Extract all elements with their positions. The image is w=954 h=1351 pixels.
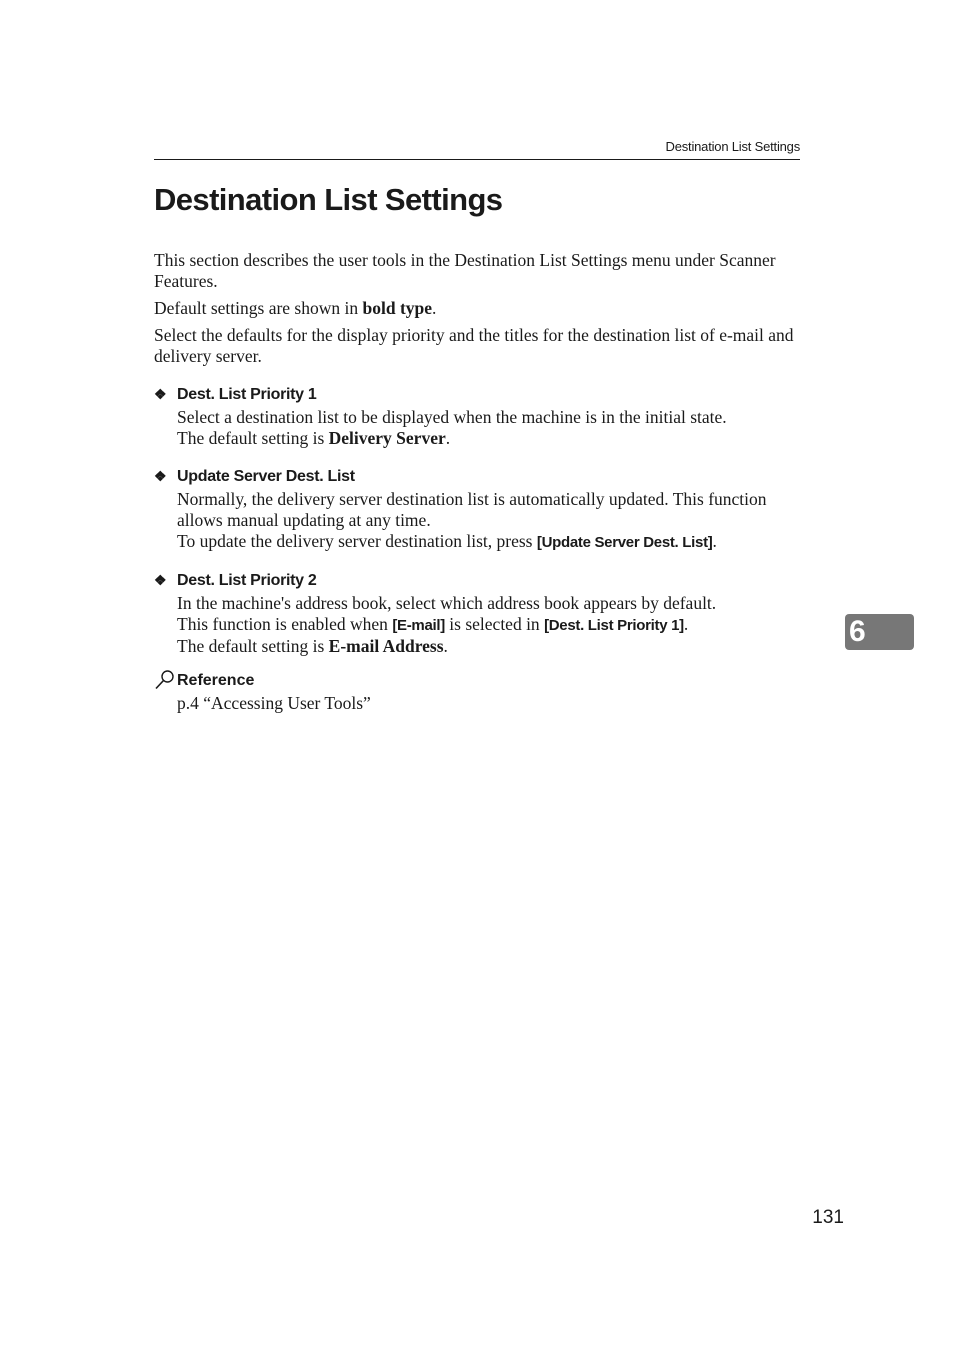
condition-line bbox=[177, 614, 800, 636]
key-label: [E-mail] bbox=[392, 617, 445, 634]
section-punct: . bbox=[443, 636, 448, 656]
main-content bbox=[154, 250, 800, 714]
section-text: In the machine's address book, select which address book appears by default. bbox=[177, 593, 717, 613]
section-body bbox=[154, 593, 800, 657]
section-body bbox=[154, 407, 800, 449]
section-heading bbox=[154, 466, 800, 487]
intro-punct: . bbox=[432, 298, 437, 318]
diamond-bullet-icon: ❖ bbox=[154, 386, 167, 402]
key-label: [Update Server Dest. List] bbox=[536, 534, 713, 551]
default-setting-line bbox=[177, 636, 800, 657]
section-punct: . bbox=[683, 614, 689, 634]
section-text: Normally, the delivery server destination list is automatically updated. This function allows manual updating at any time. bbox=[177, 489, 767, 530]
running-header: Destination List Settings bbox=[665, 139, 800, 154]
reference-heading bbox=[154, 669, 800, 691]
diamond-bullet-icon: ❖ bbox=[154, 572, 167, 588]
intro-paragraph-3: Select the defaults for the display priority and the titles for the destination list of e-mail and delivery server. bbox=[154, 325, 794, 366]
section-heading bbox=[154, 570, 800, 591]
reference-label: Reference bbox=[177, 671, 255, 689]
section-punct: . bbox=[712, 531, 717, 551]
reference-link[interactable]: p.4 “Accessing User Tools” bbox=[177, 693, 371, 713]
key-label: [Dest. List Priority 1] bbox=[544, 617, 684, 634]
section-text: The default setting is bbox=[177, 428, 329, 448]
section-dest-list-priority-2 bbox=[154, 570, 800, 657]
section-heading-text: Update Server Dest. List bbox=[177, 468, 355, 485]
section-text: The default setting is bbox=[177, 636, 329, 656]
section-body bbox=[154, 489, 800, 553]
default-setting-line bbox=[177, 428, 800, 449]
section-text: This function is enabled when bbox=[177, 614, 393, 634]
section-update-server-dest-list bbox=[154, 466, 800, 553]
section-heading-text: Dest. List Priority 2 bbox=[177, 572, 317, 589]
intro-paragraph-2 bbox=[154, 298, 800, 319]
section-punct: . bbox=[445, 428, 451, 448]
section-dest-list-priority-1 bbox=[154, 384, 800, 449]
default-value: Delivery Server bbox=[328, 428, 446, 448]
section-text: Select a destination list to be displayed when the machine is in the initial state. bbox=[177, 407, 727, 427]
intro-text: Default settings are shown in bbox=[154, 298, 363, 318]
page-title: Destination List Settings bbox=[154, 182, 503, 217]
bold-type-sample: bold type bbox=[362, 298, 433, 318]
default-value: E-mail Address bbox=[328, 636, 444, 656]
magnifier-icon bbox=[154, 669, 177, 691]
diamond-bullet-icon: ❖ bbox=[154, 468, 167, 484]
section-heading bbox=[154, 384, 800, 405]
instruction-line bbox=[177, 531, 800, 553]
section-text: To update the delivery server destination list, press bbox=[177, 531, 537, 551]
header-rule bbox=[154, 159, 800, 160]
page-number: 131 bbox=[812, 1207, 844, 1228]
reference-body bbox=[154, 693, 800, 714]
section-heading-text: Dest. List Priority 1 bbox=[177, 386, 317, 403]
intro-paragraph-1: This section describes the user tools in the Destination List Settings menu under Scanner Features. bbox=[154, 250, 776, 291]
chapter-tab: 6 bbox=[845, 614, 914, 650]
section-text: is selected in bbox=[444, 614, 545, 634]
reference-block bbox=[154, 669, 800, 714]
